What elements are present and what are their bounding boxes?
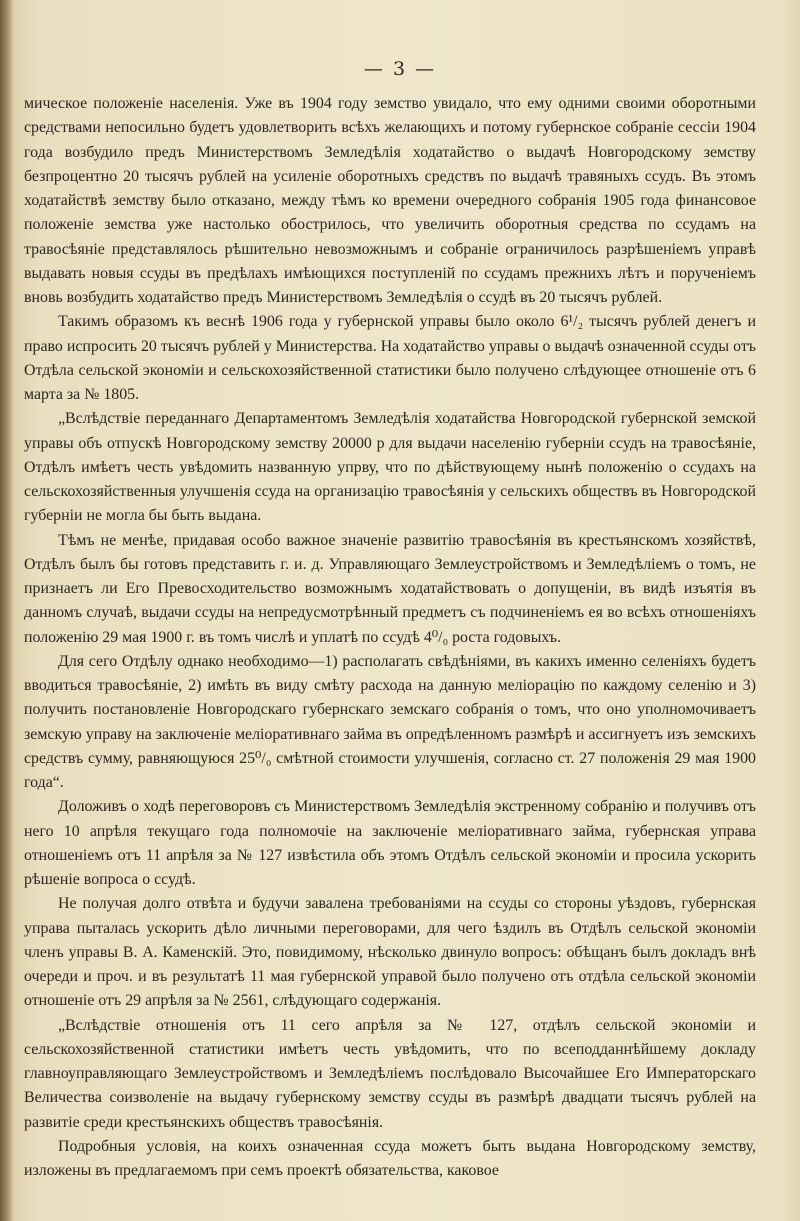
paragraph: Подробныя условія, на коихъ означенная ссуда можетъ быть выдана Новгородскому земству, изложены въ предлагаемомъ при семъ проектѣ обязательства, каковое <box>24 1137 756 1179</box>
paragraph: „Вслѣдствіе отношенія отъ 11 сего апрѣля за № 127, отдѣлъ сельской экономіи и сельскохозяйственной статистики имѣетъ честь увѣдомить, что по всеподданнѣйшему докладу главноуправляющаго Землеустройствомъ и Земледѣліемъ послѣдовало Высочайшее Его Императорскаго Величества соизволеніе на выдачу губернскому земству ссуды въ размѣрѣ двадцати тысячъ рублей на развитіе среди крестьянскихъ обществъ травосѣянія. <box>24 1016 756 1131</box>
page-number: — 3 — <box>363 58 437 80</box>
body-text <box>24 92 756 1183</box>
paragraph: Такимъ образомъ къ веснѣ 1906 года у губернской управы было около 6¹/₂ тысячъ рублей денегъ и право испросить 20 тысячъ рублей у Министерства. На ходатайство управы о выдачѣ означенной ссуды отъ Отдѣла сельской экономіи и сельскохозяйственной статистики было получено слѣдующее отношеніе отъ 6 марта за № 1805. <box>24 313 756 403</box>
paragraph: Не получая долго отвѣта и будучи завалена требованіями на ссуды со стороны уѣздовъ, губернская управа пыталась ускорить дѣло личными переговорами, для чего ѣздилъ въ Отдѣлъ сельской экономіи членъ управы В. А. Каменскій. Это, повидимому, нѣсколько двинуло вопросъ: обѣщанъ былъ докладъ внѣ очереди и проч. и въ результатѣ 11 мая губернской управой было получено отъ отдѣла сельской экономіи отношеніе отъ 29 апрѣля за № 2561, слѣдующаго содержанія. <box>24 895 756 1010</box>
paragraph: Тѣмъ не менѣе, придавая особо важное значеніе развитію травосѣянія въ крестьянскомъ хозяйствѣ, Отдѣлъ былъ бы готовъ представить г. и. д. Управляющаго Землеустройствомъ и Земледѣліемъ о томъ, не признаетъ ли Его Превосходительство возможнымъ ходатайствовать о допущеніи, въ видѣ изъятія въ данномъ случаѣ, выдачи ссуды на непредусмотрѣнный предметъ съ подчиненіемъ ея во всѣхъ отношеніяхъ положенію 29 мая 1900 г. въ томъ числѣ и уплатѣ по ссудѣ 4⁰/₀ роста годовыхъ. <box>24 531 756 646</box>
paragraph: Для сего Отдѣлу однако необходимо—1) располагать свѣдѣніями, въ какихъ именно селеніяхъ будетъ вводиться травосѣяніе, 2) имѣть въ виду смѣту расхода на данную меліорацію по каждому селенію и 3) получить постановленіе Новгородскаго губернскаго земскаго собранія о томъ, что оно уполномочиваетъ земскую управу на заключеніе меліоративнаго займа въ опредѣленномъ размѣрѣ и ассигнуетъ изъ земскихъ средствъ сумму, равняющуюся 25⁰/₀ смѣтной стоимости улучшенія, согласно ст. 27 положенія 29 мая 1900 года“. <box>24 652 756 791</box>
paragraph: мическое положеніе населенія. Уже въ 1904 году земство увидало, что ему одними своими оборотными средствами непосильно будетъ удовлетворить всѣхъ желающихъ и потому губернское собраніе сессіи 1904 года возбудило предъ Министерствомъ Земледѣлія ходатайство о выдачѣ Новгородскому земству безпроцентно 20 тысячъ рублей на усиленіе оборотныхъ средствъ по выдачѣ травяныхъ ссудъ. Въ этомъ ходатайствѣ земству было отказано, между тѣмъ ко времени очередного собранія 1905 года финансовое положеніе земства уже настолько обострилось, что увеличить оборотныя средства по ссудамъ на травосѣяніе представлялось рѣшительно невозможнымъ и собраніе ограничилось разрѣшеніемъ управѣ выдавать новыя ссуды въ предѣлахъ имѣющихся поступленій по ссудамъ прежнихъ лѣтъ и порученіемъ вновь возбудить ходатайство предъ Министерствомъ Земледѣлія о ссудѣ въ 20 тысячъ рублей. <box>24 95 756 306</box>
paragraph: „Вслѣдствіе переданнаго Департаментомъ Земледѣлія ходатайства Новгородской губернской земской управы объ отпускѣ Новгородскому земству 20000 р для выдачи населенію губерніи ссудъ на травосѣяніе, Отдѣлъ имѣетъ честь увѣдомить названную упрву, что по дѣйствующему нынѣ положенію о ссудахъ на сельскохозяйственныя улучшенія ссуда на организацію травосѣянія у сельскихъ обществъ въ Новгородской губерніи не могла бы быть выдана. <box>24 410 756 525</box>
paragraph: Доложивъ о ходѣ переговоровъ съ Министерствомъ Земледѣлія экстренному собранію и получивъ отъ него 10 апрѣля текущаго года полномочіе на заключеніе меліоративнаго займа, губернская управа отношеніемъ отъ 11 апрѣля за № 127 извѣстила объ этомъ Отдѣлъ сельской экономіи и просила ускорить рѣшеніе вопроса о ссудѣ. <box>24 798 756 888</box>
book-binding-edge <box>0 0 14 1221</box>
